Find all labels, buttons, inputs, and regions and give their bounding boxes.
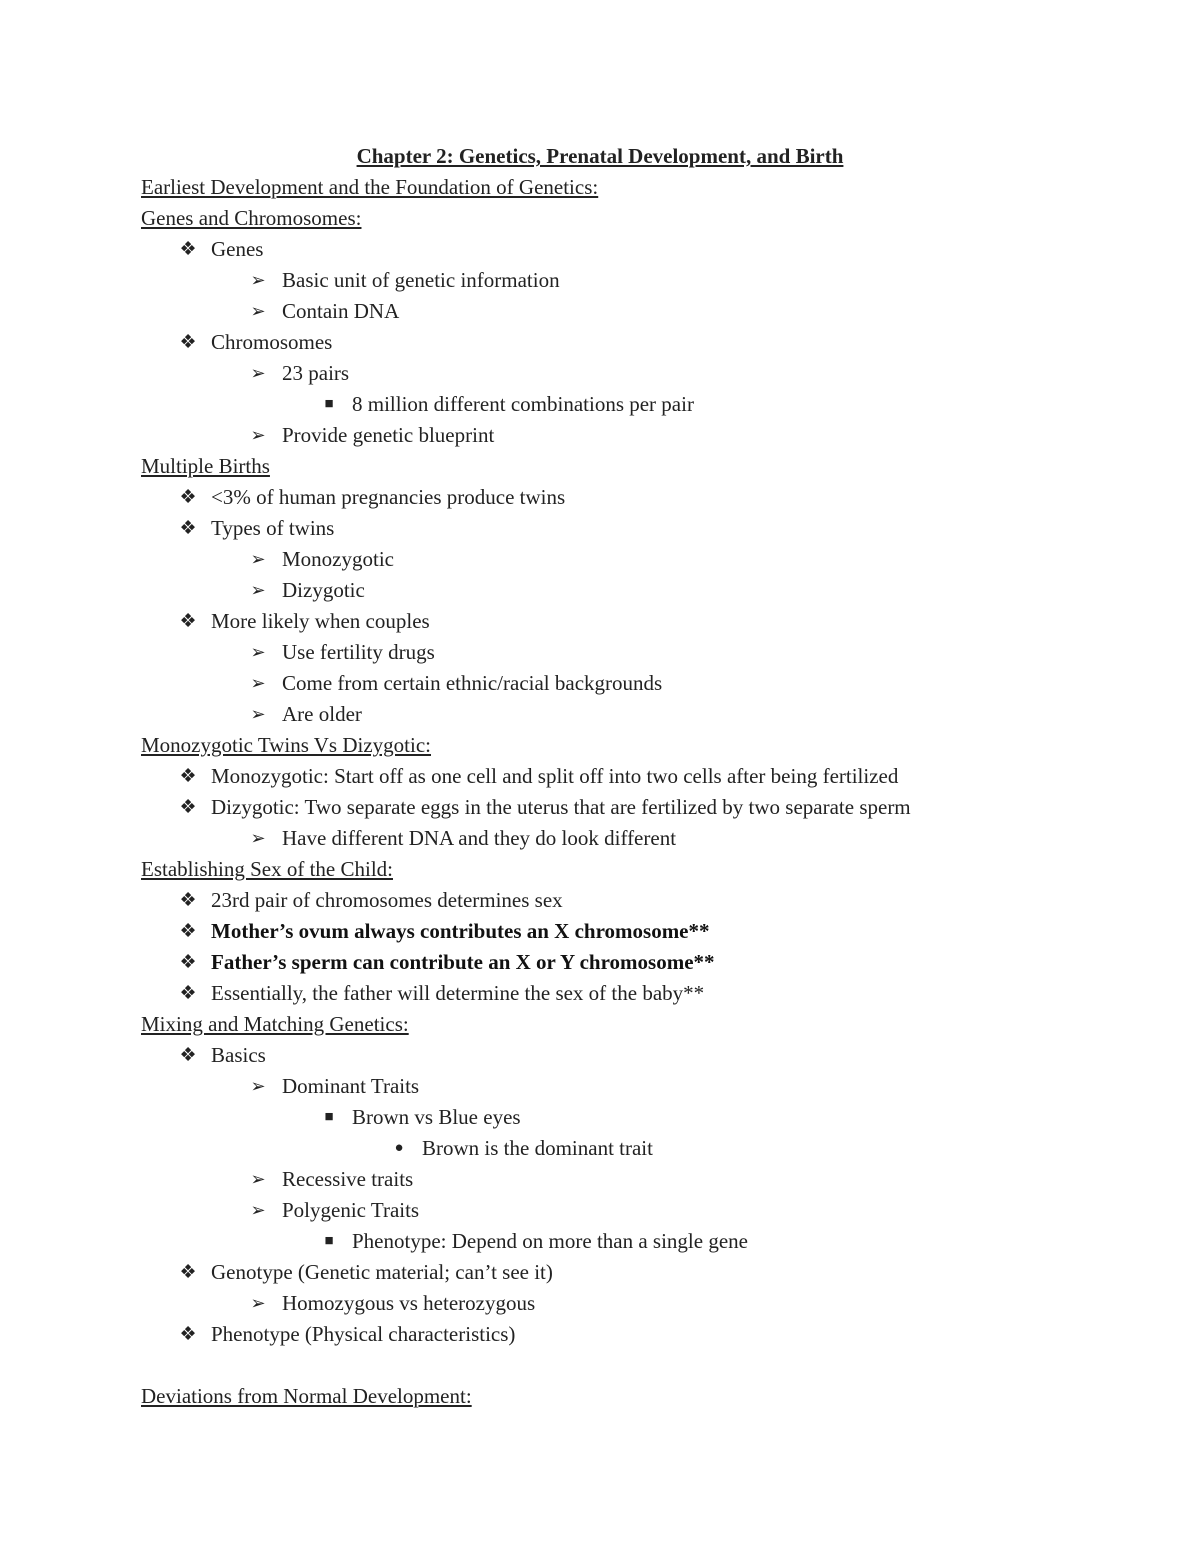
bullet-item-level-1 [141,482,1061,513]
diamond-bullet-icon: ❖ [179,766,197,787]
square-bullet-icon: ■ [324,1109,334,1125]
document-title: Chapter 2: Genetics, Prenatal Development, and Birth [356,144,844,168]
bullet-item-level-1 [141,792,1061,823]
bullet-item-level-1 [141,513,1061,544]
arrowhead-bullet-icon: ➢ [250,1200,266,1220]
bullet-item-level-2 [141,358,1061,389]
arrowhead-bullet-icon: ➢ [250,1169,266,1189]
section-heading: Genes and Chromosomes: [141,206,362,230]
bullet-text: Dominant Traits [282,1074,420,1098]
section-heading: Earliest Development and the Foundation of Genetics: [141,175,599,199]
bullet-text: Dizygotic [282,578,365,602]
arrowhead-bullet-icon: ➢ [250,704,266,724]
bullet-text: Types of twins [211,516,335,540]
bullet-item-level-2 [141,699,1061,730]
square-bullet-icon: ■ [324,396,334,412]
bullet-item-level-2 [141,1288,1061,1319]
bullet-text: Contain DNA [282,299,400,323]
diamond-bullet-icon: ❖ [179,1262,197,1283]
bullet-text: Homozygous vs heterozygous [282,1291,536,1315]
bullet-item-level-2 [141,637,1061,668]
bullet-item-level-2 [141,823,1061,854]
diamond-bullet-icon: ❖ [179,890,197,911]
section-heading: Monozygotic Twins Vs Dizygotic: [141,733,431,757]
bullet-text: Polygenic Traits [282,1198,420,1222]
bullet-text: Mother’s ovum always contributes an X chromosome** [211,919,710,943]
section-heading: Multiple Births [141,454,270,478]
bullet-item-level-1 [141,978,1061,1009]
bullet-text: Have different DNA and they do look different [282,826,677,850]
section-heading: Establishing Sex of the Child: [141,857,393,881]
diamond-bullet-icon: ❖ [179,518,197,539]
bullet-text: Genes [211,237,264,261]
diamond-bullet-icon: ❖ [179,1045,197,1066]
arrowhead-bullet-icon: ➢ [250,363,266,383]
arrowhead-bullet-icon: ➢ [250,425,266,445]
bullet-item-level-1 [141,1257,1061,1288]
bullet-text: Dizygotic: Two separate eggs in the uterus that are fertilized by two separate sperm [211,795,911,819]
bullet-item-level-1 [141,606,1061,637]
bullet-item-level-3 [141,389,1061,420]
bullet-text: Come from certain ethnic/racial backgrounds [282,671,663,695]
bullet-item-level-1 [141,1319,1061,1350]
section-heading: Mixing and Matching Genetics: [141,1012,409,1036]
bullet-item-level-1 [141,885,1061,916]
bullet-item-level-3 [141,1226,1061,1257]
bullet-text: Brown is the dominant trait [422,1136,653,1160]
bullet-text: 23rd pair of chromosomes determines sex [211,888,563,912]
bullet-text: Chromosomes [211,330,333,354]
bullet-text: Are older [282,702,362,726]
bullet-text: Essentially, the father will determine the sex of the baby** [211,981,705,1005]
bullet-item-level-1 [141,761,1061,792]
arrowhead-bullet-icon: ➢ [250,1076,266,1096]
bullet-text: 8 million different combinations per pair [352,392,694,416]
bullet-item-level-2 [141,420,1061,451]
bullet-item-level-2 [141,1164,1061,1195]
diamond-bullet-icon: ❖ [179,487,197,508]
bullet-text: Recessive traits [282,1167,414,1191]
bullet-item-level-1 [141,234,1061,265]
arrowhead-bullet-icon: ➢ [250,270,266,290]
bullet-item-level-1 [141,327,1061,358]
document-page [141,141,1061,1412]
bullet-text: <3% of human pregnancies produce twins [211,485,566,509]
diamond-bullet-icon: ❖ [179,239,197,260]
bullet-text: 23 pairs [282,361,350,385]
diamond-bullet-icon: ❖ [179,332,197,353]
bullet-text: Basics [211,1043,266,1067]
bullet-text: Brown vs Blue eyes [352,1105,521,1129]
bullet-item-level-1 [141,947,1061,978]
bullet-item-level-2 [141,575,1061,606]
bullet-text: Phenotype (Physical characteristics) [211,1322,516,1346]
diamond-bullet-icon: ❖ [179,611,197,632]
diamond-bullet-icon: ❖ [179,983,197,1004]
bullet-item-level-2 [141,265,1061,296]
bullet-item-level-3 [141,1102,1061,1133]
blank-line [141,1350,1061,1381]
bullet-item-level-2 [141,1195,1061,1226]
arrowhead-bullet-icon: ➢ [250,642,266,662]
bullet-item-level-2 [141,1071,1061,1102]
square-bullet-icon: ■ [324,1233,334,1249]
bullet-text: Basic unit of genetic information [282,268,560,292]
bullet-item-level-2 [141,296,1061,327]
diamond-bullet-icon: ❖ [179,952,197,973]
bullet-text: More likely when couples [211,609,430,633]
bullet-item-level-2 [141,668,1061,699]
bullet-text: Use fertility drugs [282,640,435,664]
bullet-text: Genotype (Genetic material; can’t see it) [211,1260,553,1284]
bullet-text: Monozygotic: Start off as one cell and split off into two cells after being fertilized [211,764,899,788]
arrowhead-bullet-icon: ➢ [250,549,266,569]
arrowhead-bullet-icon: ➢ [250,828,266,848]
bullet-text: Phenotype: Depend on more than a single gene [352,1229,748,1253]
diamond-bullet-icon: ❖ [179,921,197,942]
bullet-item-level-1 [141,1040,1061,1071]
disc-bullet-icon: ● [394,1140,404,1156]
arrowhead-bullet-icon: ➢ [250,673,266,693]
section-heading: Deviations from Normal Development: [141,1384,472,1408]
outline-body [141,172,1061,1412]
arrowhead-bullet-icon: ➢ [250,580,266,600]
bullet-text: Father’s sperm can contribute an X or Y chromosome** [211,950,715,974]
bullet-item-level-2 [141,544,1061,575]
bullet-item-level-1 [141,916,1061,947]
arrowhead-bullet-icon: ➢ [250,1293,266,1313]
diamond-bullet-icon: ❖ [179,1324,197,1345]
arrowhead-bullet-icon: ➢ [250,301,266,321]
bullet-text: Provide genetic blueprint [282,423,495,447]
diamond-bullet-icon: ❖ [179,797,197,818]
bullet-item-level-4 [141,1133,1061,1164]
bullet-text: Monozygotic [282,547,394,571]
